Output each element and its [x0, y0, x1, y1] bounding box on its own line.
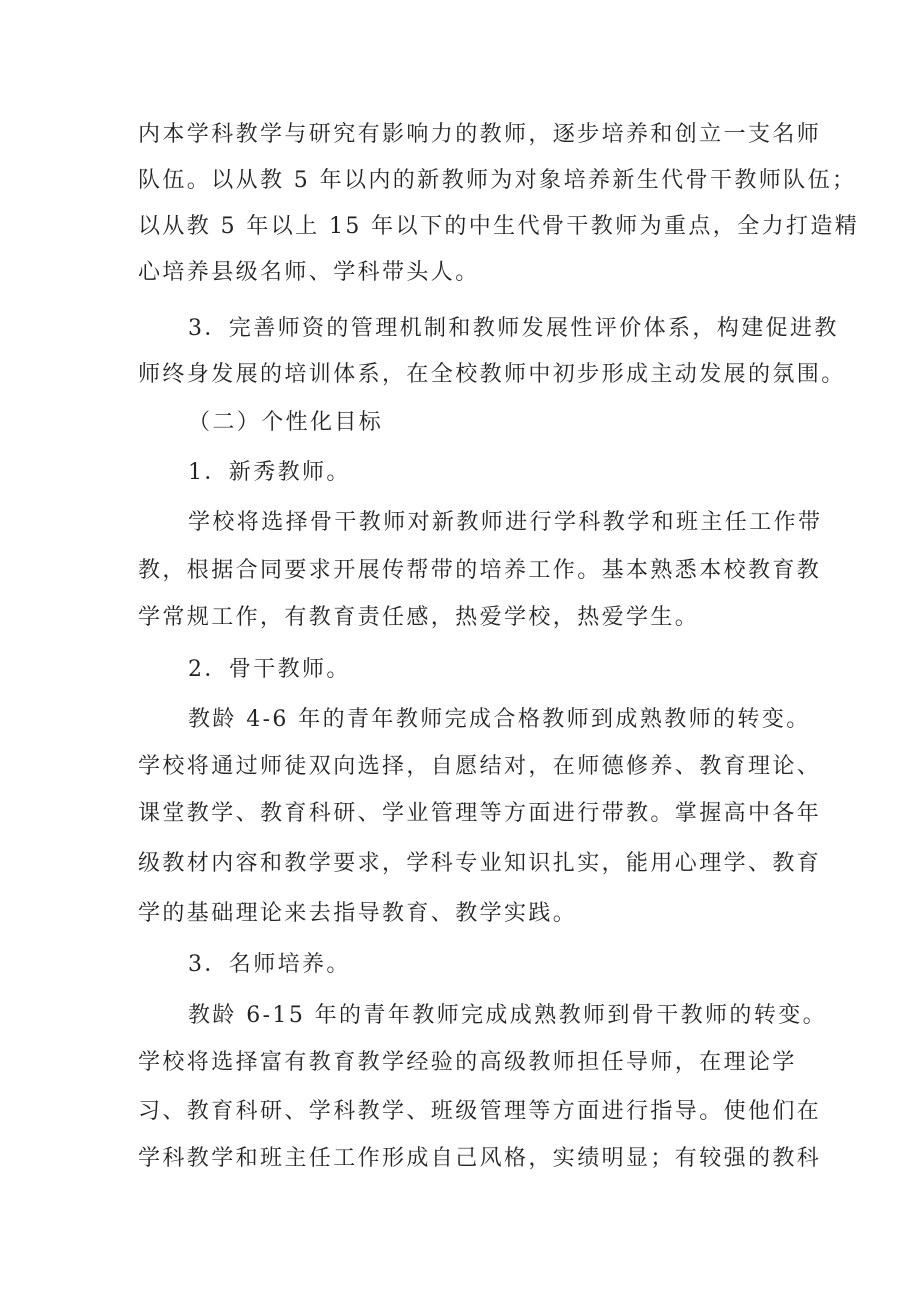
paragraph-line: 师终身发展的培训体系，在全校教师中初步形成主动发展的氛围。	[138, 362, 846, 387]
paragraph-line: 级教材内容和教学要求，学科专业知识扎实，能用心理学、教育	[138, 851, 822, 876]
paragraph-line: 学校将选择富有教育教学经验的高级教师担任导师，在理论学	[138, 1050, 797, 1075]
numbered-item-3: 3．完善师资的管理机制和教师发展性评价体系，构建促进教	[188, 316, 839, 341]
paragraph-line: 学校将通过师徒双向选择，自愿结对，在师德修养、教育理论、	[138, 754, 822, 779]
paragraph-line: 队伍。以从教 5 年以内的新教师为对象培养新生代骨干教师队伍；	[138, 168, 857, 193]
paragraph-line: 学科教学和班主任工作形成自己风格，实绩明显；有较强的教科	[138, 1146, 822, 1171]
paragraph-line: 教龄 4-6 年的青年教师完成合格教师到成熟教师的转变。	[188, 707, 811, 732]
section-heading: （二）个性化目标	[188, 410, 384, 435]
subheading-master-teacher: 3．名师培养。	[188, 952, 351, 977]
paragraph-line: 学校将选择骨干教师对新教师进行学科教学和班主任工作带	[188, 510, 823, 535]
paragraph-line: 教龄 6-15 年的青年教师完成成熟教师到骨干教师的转变。	[188, 1003, 828, 1028]
subheading-backbone-teacher: 2．骨干教师。	[188, 657, 351, 682]
paragraph-line: 以从教 5 年以上 15 年以下的中生代骨干教师为重点，全力打造精	[138, 214, 860, 239]
paragraph-line: 课堂教学、教育科研、学业管理等方面进行带教。掌握高中各年	[138, 801, 822, 826]
paragraph-line: 心培养县级名师、学科带头人。	[138, 260, 480, 285]
paragraph-line: 内本学科教学与研究有影响力的教师，逐步培养和创立一支名师	[138, 122, 822, 147]
subheading-new-teacher: 1．新秀教师。	[188, 460, 351, 485]
paragraph-line: 学常规工作，有教育责任感，热爱学校，热爱学生。	[138, 605, 700, 630]
paragraph-line: 教，根据合同要求开展传帮带的培养工作。基本熟悉本校教育教	[138, 558, 822, 583]
paragraph-line: 学的基础理论来去指导教育、教学实践。	[138, 901, 578, 926]
paragraph-line: 习、教育科研、学科教学、班级管理等方面进行指导。使他们在	[138, 1099, 822, 1124]
